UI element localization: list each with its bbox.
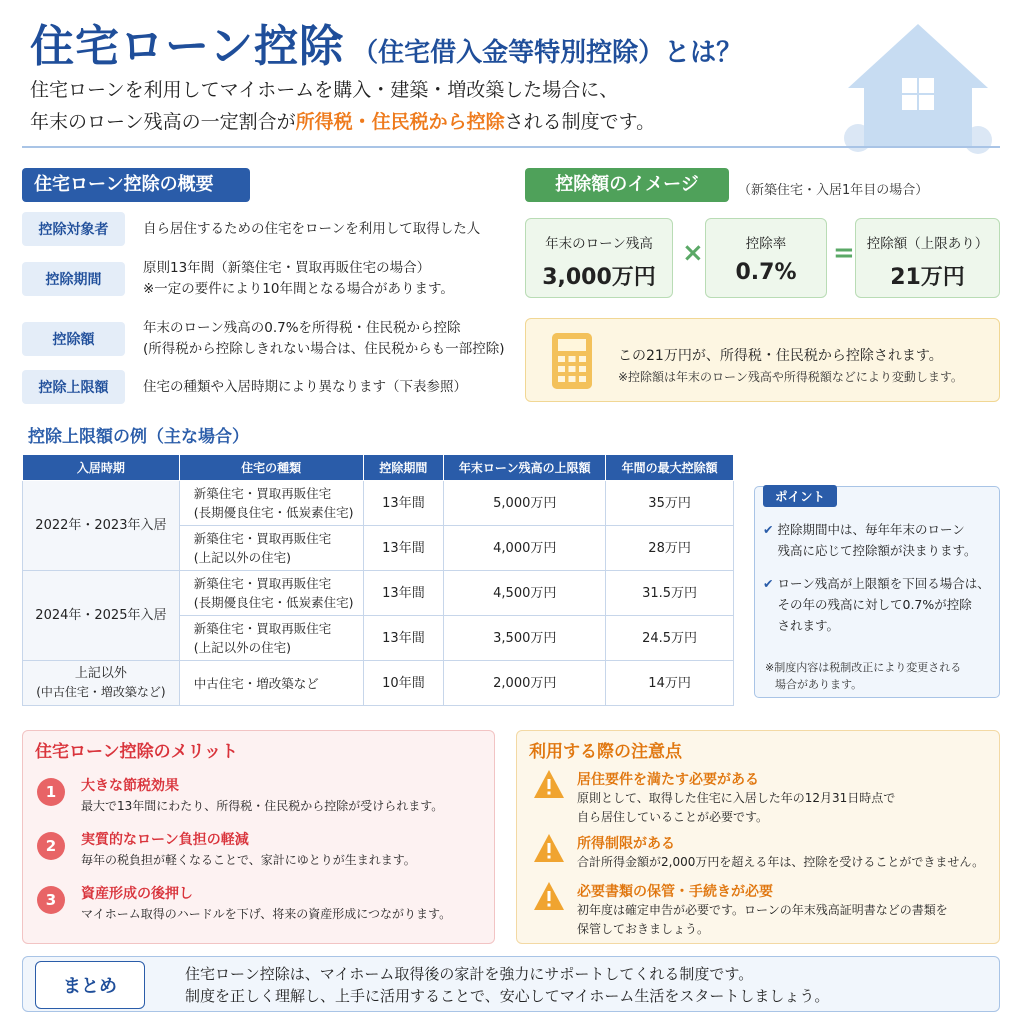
point-note: [765, 659, 991, 693]
overview-row-amount: [22, 318, 512, 360]
table-header-row: [23, 455, 734, 481]
merit-number-2: 2: [37, 832, 65, 860]
rate-value: 0.7%: [735, 260, 797, 285]
table-cell-max: 14万円: [606, 661, 734, 706]
overview-text-cap: 住宅の種類や入居時期により異なります（下表参照）: [143, 378, 467, 395]
image-heading: 控除額のイメージ: [525, 168, 729, 202]
point-note-line-1: ※制度内容は税制改正により変更される: [765, 661, 962, 674]
intro-line-2-pre: 年末のローン残高の一定割合が: [30, 111, 296, 133]
image-note: （新築住宅・入居1年目の場合）: [738, 183, 929, 198]
merit-item-1: [37, 775, 443, 814]
intro-highlight: 所得税・住民税から控除: [295, 111, 505, 133]
calculator-icon: [552, 333, 592, 389]
warning-icon: [533, 833, 565, 863]
check-icon: ✔: [763, 576, 774, 591]
caution-item-3: [533, 881, 948, 939]
result-box: [855, 218, 1000, 298]
point-note-line-2: 場合があります。: [775, 678, 863, 691]
type-line-2: (長期優良住宅・低炭素住宅): [193, 505, 354, 520]
caution-item-1: [533, 769, 895, 827]
type-line-2: (上記以外の住宅): [193, 640, 292, 655]
merit-number-3: 3: [37, 886, 65, 914]
merit-item-2: [37, 829, 416, 868]
merit-item-3: [37, 883, 451, 922]
balance-box: [525, 218, 673, 298]
merit-number-1: 1: [37, 778, 65, 806]
caution-title-1: 居住要件を満たす必要がある: [577, 772, 759, 788]
table-cell-period: 2024年・2025年入居: [23, 571, 180, 661]
table-header-max: 年間の最大控除額: [606, 455, 734, 481]
limits-table: [22, 454, 734, 706]
table-row: [23, 661, 734, 706]
table-cell-type: [179, 616, 363, 661]
point-item-2-line-2: その年の残高に対して0.7%が控除: [777, 597, 972, 612]
point-item-1-line-2: 残高に応じて控除額が決まります。: [777, 543, 977, 558]
merit-text-2: 毎年の税負担が軽くなることで、家計にゆとりが生まれます。: [81, 853, 416, 867]
warning-icon: [533, 881, 565, 911]
table-cell-type: [179, 481, 363, 526]
page-title: [30, 10, 742, 74]
warning-icon: [533, 769, 565, 799]
overview-label-period: 控除期間: [22, 262, 125, 296]
rate-box: [705, 218, 827, 298]
overview-text-period: 原則13年間（新築住宅・買取再販住宅の場合） ※一定の要件により10年間となる場合があります。: [143, 260, 454, 297]
merit-title-2: 実質的なローン負担の軽減: [81, 832, 249, 848]
overview-row-period: [22, 258, 512, 300]
result-value: 21万円: [890, 265, 965, 290]
type-line-1: 新築住宅・買取再販住宅: [193, 576, 332, 591]
overview-text-amount: 年末のローン残高の0.7%を所得税・住民税から控除 (所得税から控除しきれない場合は、住民税からも一部控除): [143, 320, 505, 357]
overview-label-target: 控除対象者: [22, 212, 125, 246]
caution-title-2: 所得制限がある: [577, 836, 675, 852]
intro-line-2-post: される制度です。: [504, 111, 656, 133]
table-row: [23, 481, 734, 526]
deduction-note-line-1: この21万円が、所得税・住民税から控除されます。: [618, 348, 943, 364]
deduction-note-box: [525, 318, 1000, 402]
intro-line-1: 住宅ローンを利用してマイホームを購入・建築・増改築した場合に、: [30, 79, 619, 101]
point-item-1-line-1: 控除期間中は、毎年年末のローン: [777, 522, 965, 537]
period-line-1: 上記以外: [74, 666, 127, 681]
caution-text-2: 合計所得金額が2,000万円を超える年は、控除を受けることができません。: [577, 855, 985, 869]
point-tag: ポイント: [763, 485, 837, 507]
intro-text: [30, 74, 655, 138]
table-cell-type: [179, 571, 363, 616]
caution-text-1: 原則として、取得した住宅に入居した年の12月31日時点で 自ら居住していることが必要です。: [577, 791, 896, 824]
table-cell-type: [179, 526, 363, 571]
point-item-2-text: [777, 573, 989, 636]
point-item-2-line-1: ローン残高が上限額を下回る場合は、: [777, 576, 990, 591]
point-item-1: [763, 519, 977, 561]
caution-title-3: 必要書類の保管・手続きが必要: [577, 884, 773, 900]
merit-title-1: 大きな節税効果: [81, 778, 179, 794]
intro-line-2: [30, 106, 655, 138]
point-item-1-text: [777, 519, 976, 561]
house-icon: [838, 16, 998, 156]
header-divider: [22, 146, 1000, 148]
table-cell-cap: 5,000万円: [444, 481, 606, 526]
table-cell-max: 35万円: [606, 481, 734, 526]
table-header-term: 控除期間: [363, 455, 444, 481]
equals-symbol: =: [833, 238, 855, 268]
type-line-1: 新築住宅・買取再販住宅: [193, 621, 332, 636]
caution-item-2: [533, 833, 984, 872]
table-cell-term: 13年間: [363, 481, 444, 526]
table-cell-cap: 4,000万円: [444, 526, 606, 571]
type-line-2: (上記以外の住宅): [193, 550, 292, 565]
balance-label: 年末のローン残高: [545, 236, 653, 252]
table-cell-term: 10年間: [363, 661, 444, 706]
table-cell-max: 24.5万円: [606, 616, 734, 661]
caution-text-3: 初年度は確定申告が必要です。ローンの年末残高証明書などの書類を 保管しておきましょう。: [577, 903, 948, 936]
times-symbol: ×: [682, 238, 704, 268]
table-cell-term: 13年間: [363, 571, 444, 616]
type-line-2: (長期優良住宅・低炭素住宅): [193, 595, 354, 610]
merits-box: [22, 730, 495, 944]
point-item-2: [763, 573, 990, 636]
summary-tag: まとめ: [35, 961, 145, 1009]
result-label: 控除額（上限あり）: [866, 236, 989, 252]
point-item-2-line-3: されます。: [777, 618, 839, 633]
page-title-paren: （住宅借入金等特別控除）とは？: [352, 38, 743, 68]
point-box: [754, 486, 1000, 698]
type-line-1: 新築住宅・買取再販住宅: [193, 486, 332, 501]
overview-label-amount: 控除額: [22, 322, 125, 356]
table-cell-period: 2022年・2023年入居: [23, 481, 180, 571]
check-icon: ✔: [763, 522, 774, 537]
merits-title: 住宅ローン控除のメリット: [35, 742, 238, 762]
table-cell-cap: 4,500万円: [444, 571, 606, 616]
overview-label-cap: 控除上限額: [22, 370, 125, 404]
merit-text-3: マイホーム取得のハードルを下げ、将来の資産形成につながります。: [81, 907, 452, 921]
balance-value: 3,000万円: [542, 265, 656, 290]
page-title-main: 住宅ローン控除: [30, 21, 345, 72]
rate-label: 控除率: [745, 236, 787, 252]
table-header-period: 入居時期: [23, 455, 180, 481]
overview-heading: 住宅ローン控除の概要: [22, 168, 250, 202]
summary-text: 住宅ローン控除は、マイホーム取得後の家計を強力にサポートしてくれる制度です。 制度を正しく理解し、上手に活用することで、安心してマイホーム生活をスタートしましょう。: [185, 965, 830, 1005]
overview-row-cap: [22, 370, 512, 404]
limits-title: 控除上限額の例（主な場合）: [28, 427, 249, 447]
type-line-1: 新築住宅・買取再販住宅: [193, 531, 332, 546]
deduction-note-line-2: ※控除額は年末のローン残高や所得税額などにより変動します。: [618, 370, 963, 384]
cautions-title: 利用する際の注意点: [529, 742, 682, 762]
table-cell-cap: 2,000万円: [444, 661, 606, 706]
merit-title-3: 資産形成の後押し: [81, 886, 193, 902]
table-cell-period: [23, 661, 180, 706]
period-line-2: (中古住宅・増改築など): [36, 685, 166, 699]
table-header-type: 住宅の種類: [179, 455, 363, 481]
summary-box: [22, 956, 1000, 1012]
header: [30, 10, 742, 74]
table-cell-max: 28万円: [606, 526, 734, 571]
table-row: [23, 571, 734, 616]
table-cell-cap: 3,500万円: [444, 616, 606, 661]
table-cell-max: 31.5万円: [606, 571, 734, 616]
cautions-box: [516, 730, 1000, 944]
table-header-cap: 年末ローン残高の上限額: [444, 455, 606, 481]
merit-text-1: 最大で13年間にわたり、所得税・住民税から控除が受けられます。: [81, 799, 444, 813]
overview-text-target: 自ら居住するための住宅をローンを利用して取得した人: [143, 220, 481, 237]
table-cell-type: 中古住宅・増改築など: [179, 661, 363, 706]
table-cell-term: 13年間: [363, 526, 444, 571]
overview-row-target: [22, 212, 512, 246]
table-cell-term: 13年間: [363, 616, 444, 661]
